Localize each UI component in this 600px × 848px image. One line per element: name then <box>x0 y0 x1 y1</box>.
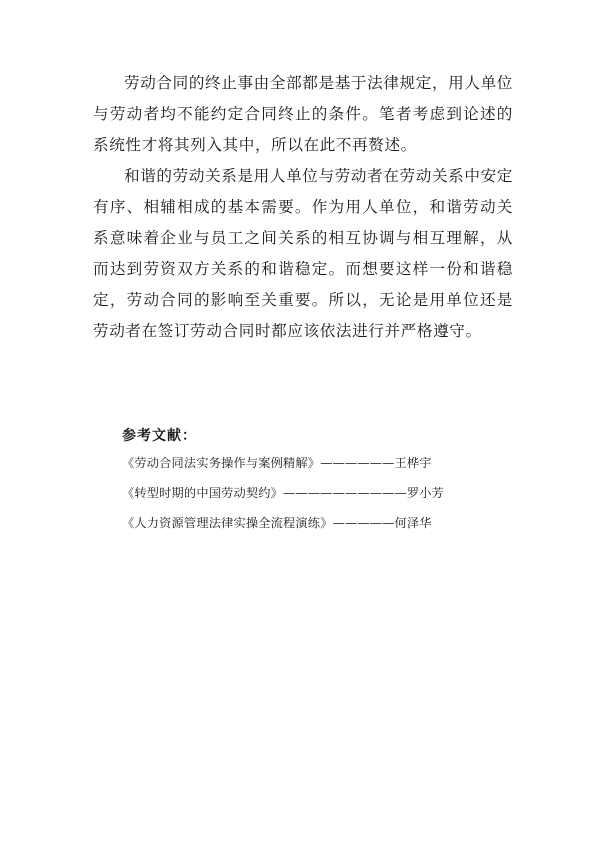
reference-item: 《转型时期的中国劳动契约》——————————罗小芳 <box>122 486 445 500</box>
reference-item: 《人力资源管理法律实操全流程演练》—————何泽华 <box>122 516 432 530</box>
paragraph-termination: 劳动合同的终止事由全部都是基于法律规定，用人单位与劳动者均不能约定合同终止的条件。笔者考虑到论述的系统性才将其列入其中，所以在此不再赘述。 <box>93 74 513 154</box>
references-heading: 参考文献： <box>122 428 197 444</box>
references-section <box>122 424 502 543</box>
paragraph-harmony: 和谐的劳动关系是用人单位与劳动者在劳动关系中安定有序、相辅相成的基本需要。作为用人单位，和谐劳动关系意味着企业与员工之间关系的相互协调与相互理解，从而达到劳资双方关系的和谐稳定。而想要这样一份和谐稳定，劳动合同的影响至关重要。所以，无论是用单位还是劳动者在签订劳动合同时都应该依法进行并严格遵守。 <box>93 167 513 340</box>
body-text <box>93 68 513 347</box>
reference-item: 《劳动合同法实务操作与案例精解》——————王桦宇 <box>122 456 432 470</box>
